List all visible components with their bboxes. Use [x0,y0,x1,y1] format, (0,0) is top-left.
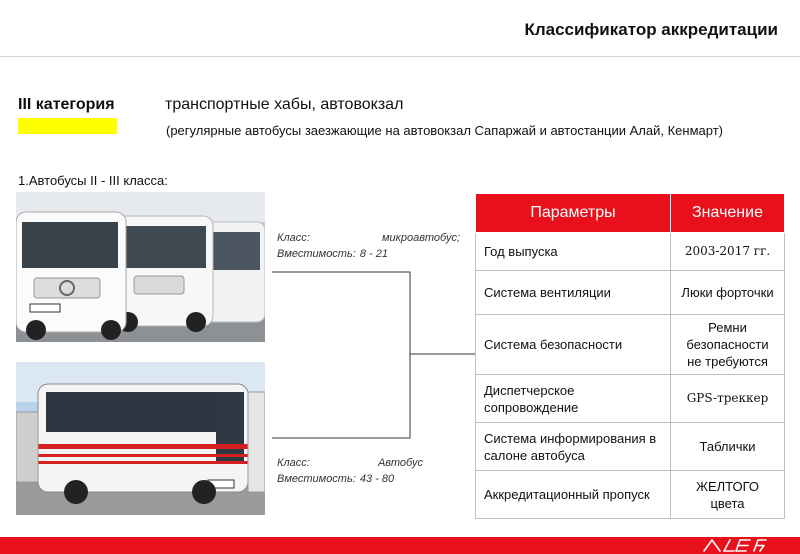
footer-bar [0,537,800,554]
category-label: III категория [18,96,115,113]
category-note: (регулярные автобусы заезжающие на автовокзал Сапаржай и автостанции Алай, Кенмарт) [166,123,723,138]
value-cell: Люки форточки [671,271,785,315]
alers-logo-icon [700,537,770,554]
page-title: Классификатор аккредитации [524,20,778,39]
class-label: Класс: [277,232,310,244]
table-row [476,375,785,423]
value-cell: 2003-2017 гг. [671,233,785,271]
table-row [476,423,785,471]
param-cell: Диспетчерское сопровождение [476,375,671,423]
capacity-label: Вместимость: [277,473,356,485]
value-cell: Ремни безопасности не требуются [671,315,785,375]
param-cell: Система информирования в салоне автобуса [476,423,671,471]
param-cell: Система безопасности [476,315,671,375]
class-value: Автобус [377,457,423,469]
category-description: транспортные хабы, автовокзал [165,96,404,113]
value-cell: Таблички [671,423,785,471]
value-cell: ЖЕЛТОГО цвета [671,471,785,519]
buses-section-title: 1.Автобусы II - III класса: [18,173,168,188]
column-header-value: Значение [671,194,785,233]
param-cell: Система вентиляции [476,271,671,315]
table-row [476,271,785,315]
table-row [476,315,785,375]
table-row [476,471,785,519]
capacity-value: 43 - 80 [359,473,395,485]
param-cell: Год выпуска [476,233,671,271]
capacity-label: Вместимость: [277,248,356,260]
parameters-table [475,193,785,519]
table-row [476,233,785,271]
class-label: Класс: [277,457,310,469]
capacity-value: 8 - 21 [359,248,388,260]
class-value: микроавтобус; [382,232,460,244]
column-header-parameters: Параметры [476,194,671,233]
param-cell: Аккредитационный пропуск [476,471,671,519]
value-cell: GPS-треккер [671,375,785,423]
table-header-row [476,194,785,233]
